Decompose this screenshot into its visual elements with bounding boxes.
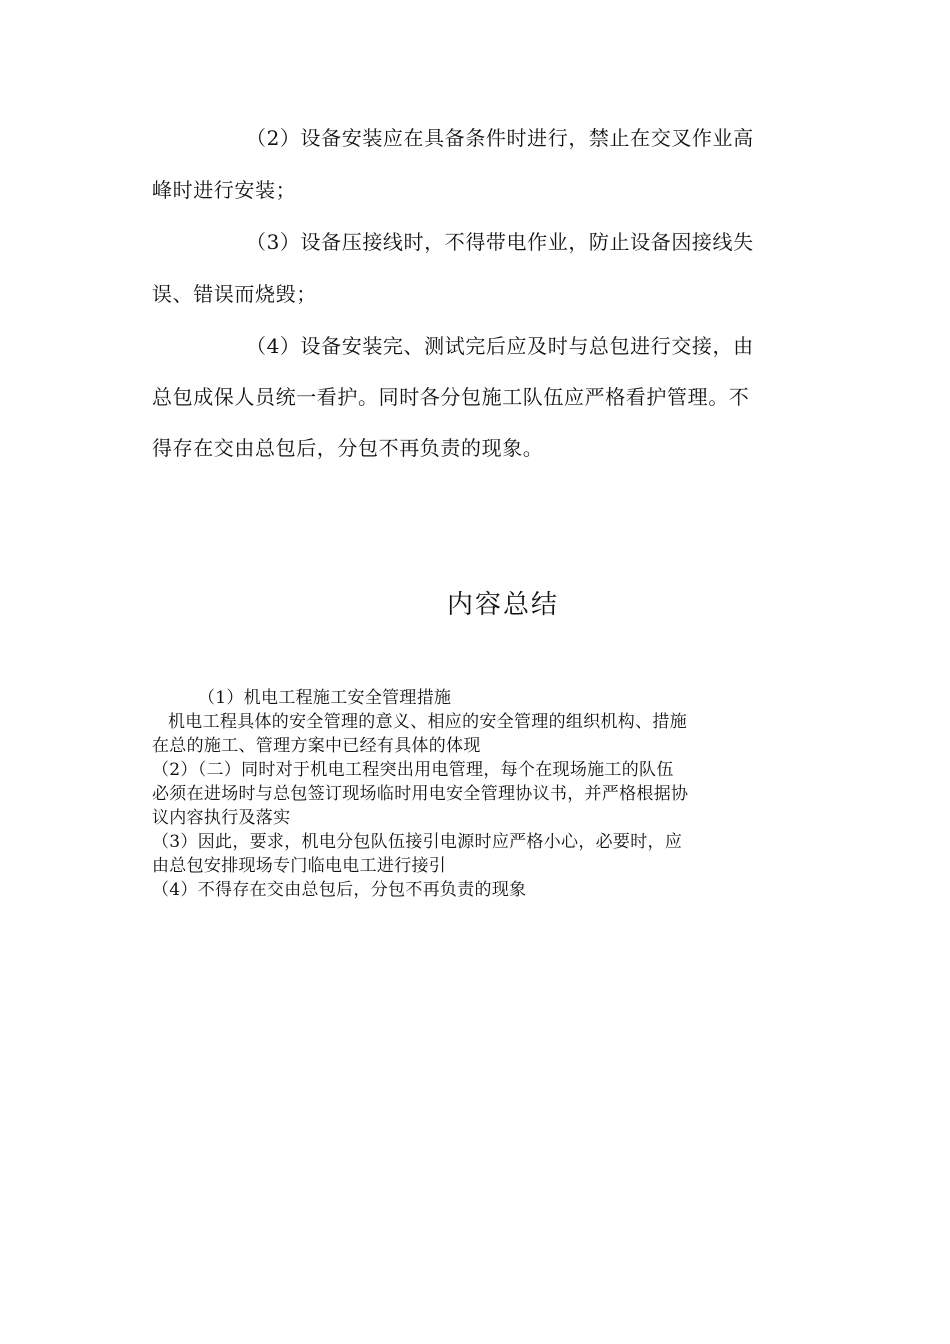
- summary-line: （4）不得存在交由总包后，分包不再负责的现象: [152, 880, 527, 900]
- body-line: 得存在交由总包后，分包不再负责的现象。: [152, 436, 544, 460]
- summary-line: 必须在进场时与总包签订现场临时用电安全管理协议书，并严格根据协: [152, 784, 689, 804]
- summary-line: 在总的施工、管理方案中已经有具体的体现: [152, 736, 481, 756]
- body-line: （4）设备安装完、测试完后应及时与总包进行交接，由: [246, 334, 754, 358]
- summary-line: （2）（二）同时对于机电工程突出用电管理，每个在现场施工的队伍: [152, 760, 674, 780]
- body-line: 总包成保人员统一看护。同时各分包施工队伍应严格看护管理。不: [152, 385, 750, 409]
- body-line: （3）设备压接线时，不得带电作业，防止设备因接线失: [246, 230, 754, 254]
- summary-line: （1）机电工程施工安全管理措施: [198, 688, 452, 708]
- summary-line: 机电工程具体的安全管理的意义、相应的安全管理的组织机构、措施: [168, 712, 687, 732]
- body-line: 误、错误而烧毁；: [152, 282, 317, 306]
- body-line: （2）设备安装应在具备条件时进行，禁止在交叉作业高: [246, 126, 754, 150]
- summary-line: 议内容执行及落实: [152, 808, 291, 828]
- summary-line: 由总包安排现场专门临电电工进行接引: [152, 856, 447, 876]
- summary-line: （3）因此，要求，机电分包队伍接引电源时应严格小心，必要时，应: [152, 832, 683, 852]
- summary-title: 内容总结: [446, 590, 559, 620]
- body-line: 峰时进行安装；: [152, 178, 297, 202]
